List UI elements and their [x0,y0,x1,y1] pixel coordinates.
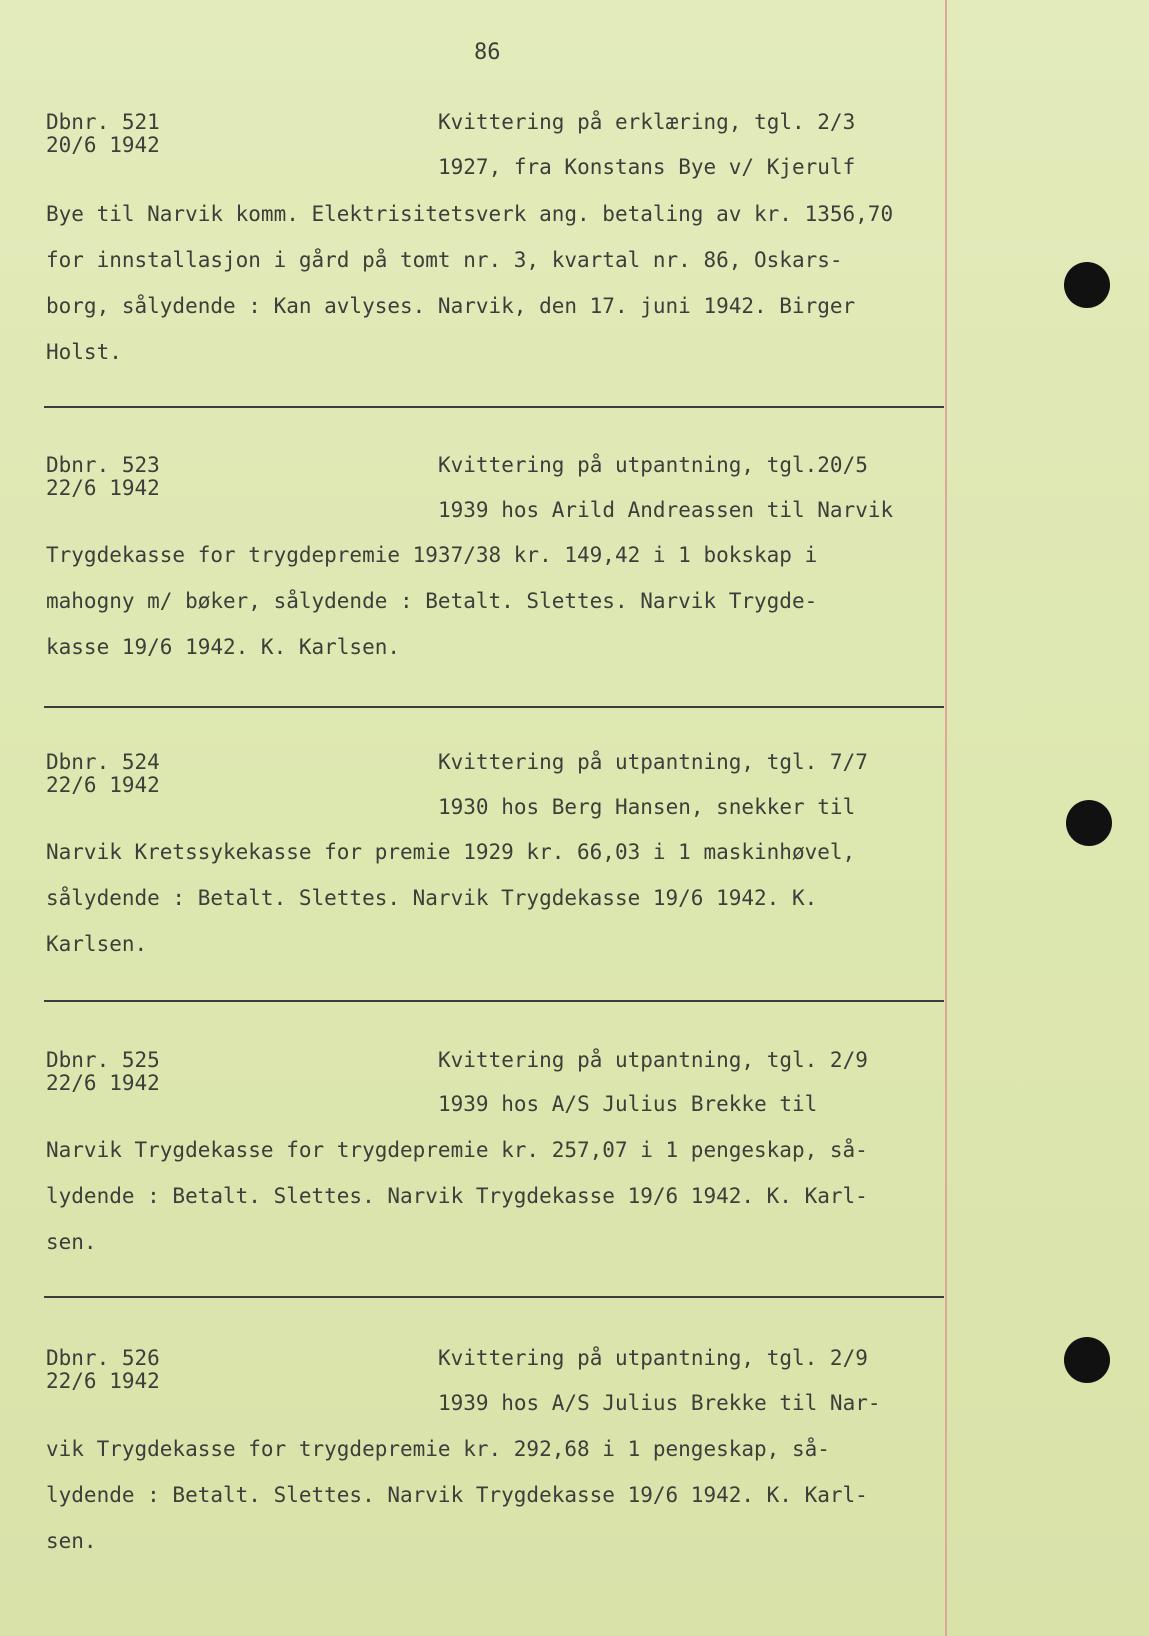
entry-text-line: Trygdekasse for trygdepremie 1937/38 kr. 149,42 i 1 bokskap i [46,543,818,567]
entry-text-line: Kvittering på utpantning, tgl. 2/9 [438,1346,868,1370]
entry-text-line: Kvittering på erklæring, tgl. 2/3 [438,110,856,134]
entry-text-line: borg, sålydende : Kan avlyses. Narvik, den 17. juni 1942. Birger [46,294,856,318]
entry-text-line: vik Trygdekasse for trygdepremie kr. 292,68 i 1 pengeskap, så- [46,1437,830,1461]
entry-text-line: lydende : Betalt. Slettes. Narvik Trygdekasse 19/6 1942. K. Karl- [46,1184,868,1208]
entry-text-line: kasse 19/6 1942. K. Karlsen. [46,635,401,659]
entry-dbnr: Dbnr. 524 [46,750,160,774]
entry-dbnr: Dbnr. 525 [46,1048,160,1072]
entry-text-line: Kvittering på utpantning, tgl.20/5 [438,453,868,477]
entry-date: 22/6 1942 [46,1071,160,1095]
entry-divider [44,706,944,708]
entry-divider [44,1000,944,1002]
entry-dbnr: Dbnr. 526 [46,1346,160,1370]
entry-text-line: Holst. [46,340,122,364]
entry-divider [44,1296,944,1298]
entry-text-line: mahogny m/ bøker, sålydende : Betalt. Slettes. Narvik Trygde- [46,589,818,613]
entry-date: 22/6 1942 [46,1369,160,1393]
entry-text-line: Narvik Kretssykekasse for premie 1929 kr. 66,03 i 1 maskinhøvel, [46,840,856,864]
entry-text-line: Kvittering på utpantning, tgl. 7/7 [438,750,868,774]
entry-date: 20/6 1942 [46,133,160,157]
entry-date: 22/6 1942 [46,476,160,500]
punch-hole-bottom [1064,1337,1110,1383]
margin-line [945,0,947,1636]
entry-text-line: 1939 hos Arild Andreassen til Narvik [438,498,894,522]
entry-text-line: Karlsen. [46,932,148,956]
entry-text-line: sen. [46,1230,97,1254]
entry-dbnr: Dbnr. 523 [46,453,160,477]
entry-text-line: lydende : Betalt. Slettes. Narvik Trygdekasse 19/6 1942. K. Karl- [46,1483,868,1507]
entry-divider [44,406,944,408]
entry-text-line: 1927, fra Konstans Bye v/ Kjerulf [438,155,856,179]
entry-text-line: Kvittering på utpantning, tgl. 2/9 [438,1048,868,1072]
entry-text-line: 1939 hos A/S Julius Brekke til Nar- [438,1391,881,1415]
entry-text-line: 1930 hos Berg Hansen, snekker til [438,795,856,819]
entry-dbnr: Dbnr. 521 [46,110,160,134]
entry-text-line: Narvik Trygdekasse for trygdepremie kr. 257,07 i 1 pengeskap, så- [46,1138,868,1162]
entry-text-line: sålydende : Betalt. Slettes. Narvik Trygdekasse 19/6 1942. K. [46,886,818,910]
entry-text-line: Bye til Narvik komm. Elektrisitetsverk ang. betaling av kr. 1356,70 [46,202,894,226]
entry-text-line: sen. [46,1529,97,1553]
entry-text-line: for innstallasjon i gård på tomt nr. 3, kvartal nr. 86, Oskars- [46,248,843,272]
entry-text-line: 1939 hos A/S Julius Brekke til [438,1092,818,1116]
punch-hole-middle [1066,800,1112,846]
page-number: 86 [474,40,501,65]
entry-date: 22/6 1942 [46,773,160,797]
punch-hole-top [1064,262,1110,308]
